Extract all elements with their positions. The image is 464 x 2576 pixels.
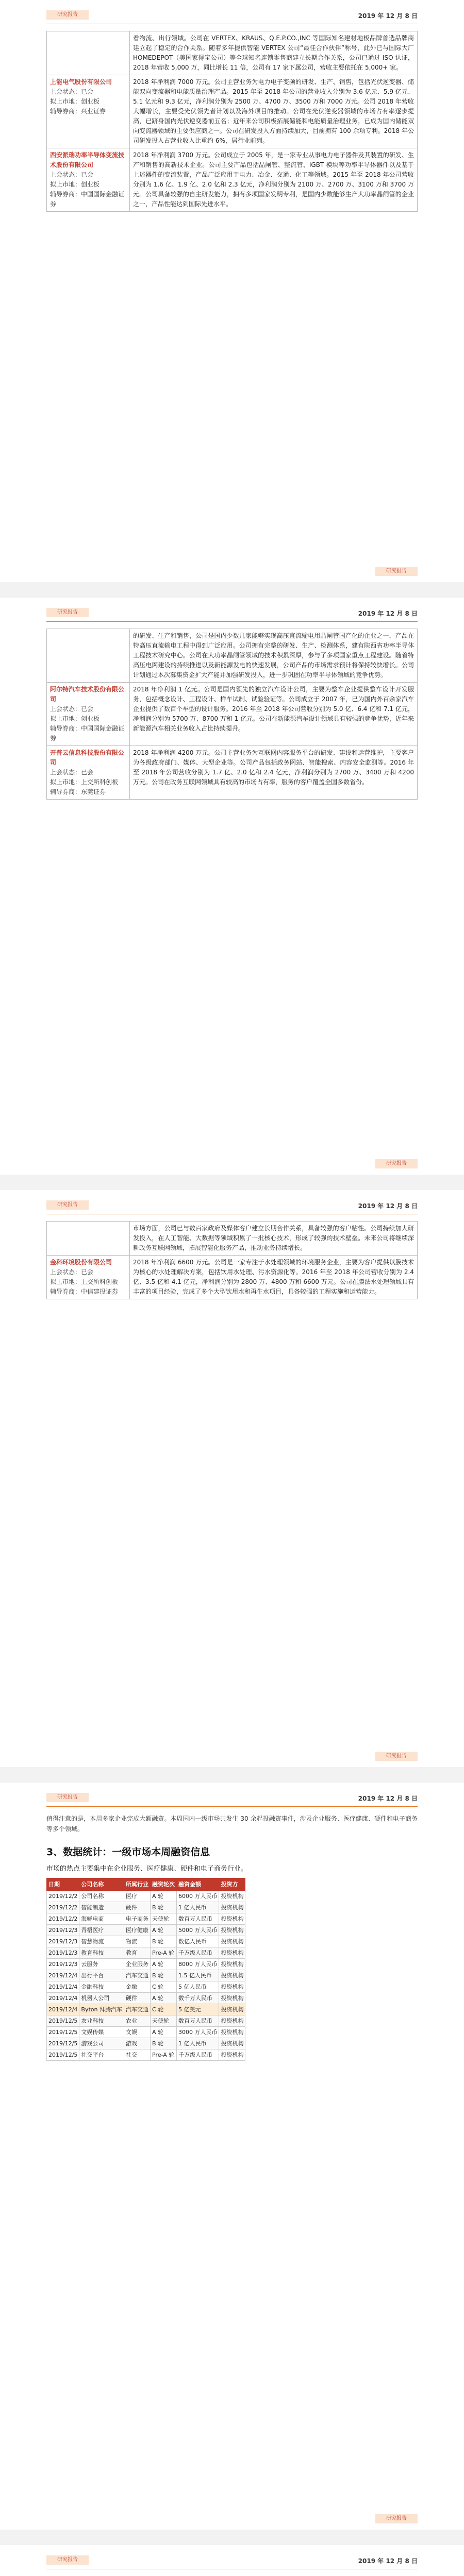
table-cell: 天使轮	[150, 1913, 176, 1925]
table-cell: 2019/12/4	[47, 1970, 79, 1981]
table-row	[47, 1256, 418, 1299]
company-description: 的研发、生产和销售，公司是国内少数几家能够实现高压直流输电用晶闸管国产化的企业之一，产品在特高压直流输电工程中得到广泛应用。公司拥有完整的研发、生产、检测体系，建有陕西省功率半导体工程技术研究中心。公司在大功率晶闸管领域的技术积累深厚，参与了多项国家重点工程建设。随着特高压电网建设的持续推进以及新能源发电的快速发展，公司产品的市场需求预计将保持较快增长。公司计划通过本次募集资金扩大产能并加强研发投入，进一步巩固在功率半导体领域的竞争优势。	[130, 629, 418, 683]
page-header	[46, 10, 418, 24]
company-description: 2018 年净利润 6600 万元。公司是一家专注于水处理领域的环境服务企业，主要为客户提供以膜技术为核心的水处理解决方案，包括饮用水处理、污水资源化等。2016 年至 2018 年公司营收分别为 2.4 亿、3.5 亿和 4.1 亿元，净利润分别为 2800 万、4800 万和 6600 万元。公司在膜法水处理领域具有丰富的项目经验，完成了多个大型饮用水和再生水项目，具备较强的工程实施和运营能力。	[130, 1256, 418, 1299]
table-cell: 汽车交通	[124, 1970, 150, 1981]
table-cell: 8000 万人民币	[176, 1959, 219, 1970]
table-cell: Pre-A 轮	[150, 2049, 176, 2061]
table-cell: 投资机构	[219, 2038, 245, 2049]
section-intro: 值得注意的是，本周多家企业完成大额融资。本周国内一级市场共发生 30 余起投融资事件，涉及企业服务、医疗健康、硬件和电子商务等多个领域。	[46, 1815, 418, 1833]
section-subtitle: 市场的热点主要集中在企业服务、医疗健康、硬件和电子商务行业。	[46, 1865, 248, 1873]
column-header: 所属行业	[124, 1878, 150, 1891]
table-row	[47, 1222, 418, 1256]
company-broker: 辅导券商：中信建投证券	[50, 1288, 119, 1295]
table-cell: 社交	[124, 2049, 150, 2061]
report-tag: 研究报告	[46, 2555, 89, 2565]
table-cell: 硬件	[124, 1993, 150, 2004]
section-title	[46, 1844, 210, 1858]
company-name: 西安派瑞功率半导体变流技术股份有限公司	[50, 151, 125, 168]
table-row	[47, 2049, 245, 2061]
table-cell: 2019/12/3	[47, 1936, 79, 1947]
table-row	[47, 2038, 245, 2049]
table-row	[47, 2004, 245, 2015]
column-header: 融资金额	[176, 1878, 219, 1891]
table-cell: 1.5 亿人民币	[176, 1970, 219, 1981]
company-status: 上会状态：已会	[50, 705, 94, 713]
table-cell: 投资机构	[219, 2015, 245, 2027]
report-tag: 研究报告	[46, 1200, 89, 1210]
table-cell: 2019/12/4	[47, 1993, 79, 2004]
table-cell: 5 亿美元	[176, 2004, 219, 2015]
company-broker: 辅导券商：兴业证券	[50, 108, 106, 115]
section-number: 3、	[46, 1846, 63, 1858]
report-tag: 研究报告	[375, 1752, 418, 1761]
table-row	[47, 2015, 245, 2027]
table-cell: 物流	[124, 1936, 150, 1947]
table-cell: 2019/12/5	[47, 2027, 79, 2038]
company-table	[46, 1221, 418, 1299]
table-cell: 投资机构	[219, 1891, 245, 1902]
company-description: 市场方面，公司已与数百家政府及媒体客户建立长期合作关系，具备较强的客户粘性。公司持续加大研发投入，在人工智能、大数据等领域积累了一批核心技术，形成了较强的技术壁垒。未来公司将继续深耕政务互联网领域，拓展智能化服务产品，推动业务持续增长。	[130, 1222, 418, 1256]
table-cell: 2019/12/5	[47, 2015, 79, 2027]
table-cell: 机器人公司	[79, 1993, 124, 2004]
column-header: 公司名称	[79, 1878, 124, 1891]
table-cell: B 轮	[150, 1970, 176, 1981]
table-cell: 2019/12/3	[47, 1959, 79, 1970]
table-cell: 文娱传媒	[79, 2027, 124, 2038]
table-cell: 投资机构	[219, 1902, 245, 1913]
section-title-text: 数据统计：一级市场本周融资信息	[63, 1846, 210, 1858]
report-page-3	[0, 1190, 464, 1767]
table-cell: 云服务	[79, 1959, 124, 1970]
table-cell: 5000 万人民币	[176, 1925, 219, 1936]
company-name: 阿尔特汽车技术股份有限公司	[50, 686, 125, 703]
table-cell: 硬件	[124, 1902, 150, 1913]
financing-table	[46, 1878, 245, 2061]
page-header	[46, 1793, 418, 1807]
table-cell: 投资机构	[219, 1925, 245, 1936]
table-row	[47, 1981, 245, 1993]
table-cell: 金融科技	[79, 1981, 124, 1993]
page-header	[46, 2555, 418, 2569]
table-cell: 天使轮	[150, 2015, 176, 2027]
company-broker: 辅导券商：中国国际金融证券	[50, 191, 125, 208]
table-cell: 医疗	[124, 1891, 150, 1902]
table-cell: 2019/12/5	[47, 2049, 79, 2061]
table-cell: Byton 拜腾汽车	[79, 2004, 124, 2015]
table-cell: 2019/12/2	[47, 1913, 79, 1925]
company-status: 上会状态：已会	[50, 88, 94, 95]
table-cell: 1 亿人民币	[176, 1902, 219, 1913]
company-description: 2018 年净利润 4200 万元。公司主营业务为互联网内容服务平台的研发、建设和运营维护，主要客户为各级政府部门、媒体、大型企业等。公司产品包括政务网站、智能搜索、内容安全监测等。2016 年至 2018 年公司营收分别为 1.7 亿、2.0 亿和 2.4 亿元，净利润分别为 2700 万、3400 万和 4200 万元。公司在政务互联网领域具有较高的市场占有率，服务的客户覆盖全国多数省份。	[130, 746, 418, 800]
table-cell: 数百万人民币	[176, 1913, 219, 1925]
table-cell: 游戏公司	[79, 2038, 124, 2049]
table-cell: 3000 万人民币	[176, 2027, 219, 2038]
table-cell: 2019/12/3	[47, 1925, 79, 1936]
report-tag: 研究报告	[46, 1793, 89, 1802]
table-cell: 智能制造	[79, 1902, 124, 1913]
table-cell: 数亿人民币	[176, 1936, 219, 1947]
table-cell: A 轮	[150, 1959, 176, 1970]
company-status: 上会状态：已会	[50, 171, 94, 178]
table-cell: 2019/12/3	[47, 1947, 79, 1959]
company-status: 上会状态：已会	[50, 1268, 94, 1276]
table-cell: 教育	[124, 1947, 150, 1959]
report-tag: 研究报告	[375, 567, 418, 576]
report-tag: 研究报告	[375, 1159, 418, 1168]
company-table	[46, 31, 418, 212]
table-cell: 出行平台	[79, 1970, 124, 1981]
table-row	[47, 1993, 245, 2004]
company-table	[46, 629, 418, 800]
report-date: 2019 年 12 月 8 日	[358, 1795, 418, 1802]
table-row	[47, 746, 418, 800]
table-row	[47, 683, 418, 746]
table-cell: A 轮	[150, 1993, 176, 2004]
report-date: 2019 年 12 月 8 日	[358, 1202, 418, 1210]
table-cell: 投资机构	[219, 1993, 245, 2004]
company-listing: 拟上市地：创业板	[50, 715, 100, 722]
company-name: 金科环境股份有限公司	[50, 1259, 112, 1266]
table-cell: 千万级人民币	[176, 2049, 219, 2061]
table-cell: B 轮	[150, 2038, 176, 2049]
company-broker: 辅导券商：东莞证券	[50, 788, 106, 795]
table-cell: 投资机构	[219, 1981, 245, 1993]
table-cell: 投资机构	[219, 1913, 245, 1925]
company-status: 上会状态：已会	[50, 769, 94, 776]
table-cell: 公司名称	[79, 1891, 124, 1902]
report-tag: 研究报告	[46, 10, 89, 20]
table-row	[47, 1959, 245, 1970]
company-listing: 拟上市地：上交所科创板	[50, 1278, 119, 1285]
page-header	[46, 608, 418, 622]
table-cell: A 轮	[150, 1891, 176, 1902]
table-cell: 农业	[124, 2015, 150, 2027]
table-cell: 投资机构	[219, 2004, 245, 2015]
table-cell: 6000 万人民币	[176, 1891, 219, 1902]
column-header: 融资轮次	[150, 1878, 176, 1891]
table-cell: 投资机构	[219, 1936, 245, 1947]
table-cell: A 轮	[150, 2027, 176, 2038]
table-cell: 教育科技	[79, 1947, 124, 1959]
page-footer	[46, 1159, 418, 1168]
page-footer	[46, 1752, 418, 1761]
table-row	[47, 1947, 245, 1959]
report-date: 2019 年 12 月 8 日	[358, 610, 418, 617]
table-cell: C 轮	[150, 2004, 176, 2015]
table-cell: 农业科技	[79, 2015, 124, 2027]
table-cell: 5 亿人民币	[176, 1981, 219, 1993]
report-page-1	[0, 0, 464, 582]
company-broker: 辅导券商：中国国际金融证券	[50, 725, 125, 742]
company-listing: 拟上市地：创业板	[50, 181, 100, 188]
page-footer	[46, 2514, 418, 2523]
table-cell: 数百万人民币	[176, 2015, 219, 2027]
table-row	[47, 1970, 245, 1981]
table-cell: B 轮	[150, 1936, 176, 1947]
table-row	[47, 75, 418, 148]
report-tag: 研究报告	[46, 608, 89, 617]
table-cell: 青梧医疗	[79, 1925, 124, 1936]
table-cell: 投资机构	[219, 1959, 245, 1970]
table-cell: 电子商务	[124, 1913, 150, 1925]
table-cell: 1 亿人民币	[176, 2038, 219, 2049]
table-row	[47, 2027, 245, 2038]
report-date: 2019 年 12 月 8 日	[358, 2557, 418, 2565]
table-cell: 文娱	[124, 2027, 150, 2038]
company-description: 看物流、出行领域。公司在 VERTEX、KRAUS、Q.E.P.CO.,INC 等国际知名建材地板品牌首选品牌商建立起了稳定的合作关系。随着多年提供智能 VERTEX 公司“最佳合作伙伴”称号，此外已与国际大厂 HOMEDEPOT（美国家得宝公司）等全球知名连锁零售商建立长期合作关系，公司已通过 ISO 认证，2018 年营收 5,000 万，同比增长 11 倍，公司有 17 家下属公司，营收主要依托在 5,000+ 家。	[130, 31, 418, 75]
table-cell: 医疗健康	[124, 1925, 150, 1936]
table-cell: 2019/12/5	[47, 2038, 79, 2049]
table-cell: 2019/12/2	[47, 1902, 79, 1913]
company-listing: 拟上市地：上交所科创板	[50, 778, 119, 786]
table-row	[47, 1913, 245, 1925]
table-cell: 海鲜电商	[79, 1913, 124, 1925]
table-cell: A 轮	[150, 1925, 176, 1936]
column-header: 日期	[47, 1878, 79, 1891]
company-name: 开普云信息科技股份有限公司	[50, 749, 125, 766]
company-name: 上能电气股份有限公司	[50, 78, 112, 86]
report-page-2	[0, 598, 464, 1175]
page-header	[46, 1200, 418, 1214]
table-cell: 2019/12/4	[47, 1981, 79, 1993]
table-cell: 智慧物流	[79, 1936, 124, 1947]
report-page-5	[0, 2545, 464, 2576]
company-listing: 拟上市地：创业板	[50, 98, 100, 105]
table-cell: 投资机构	[219, 1970, 245, 1981]
table-cell: B 轮	[150, 1902, 176, 1913]
table-row	[47, 148, 418, 212]
table-row	[47, 1936, 245, 1947]
table-cell: C 轮	[150, 1981, 176, 1993]
table-cell: 千万级人民币	[176, 1947, 219, 1959]
table-row	[47, 1891, 245, 1902]
table-row	[47, 1925, 245, 1936]
company-description: 2018 年净利润 3700 万元。公司成立于 2005 年，是一家专业从事电力电子器件及其装置的研发、生产和销售的高新技术企业。公司主要产品包括晶闸管、整流管、IGBT 模块等功率半导体器件以及基于上述器件的变流装置，产品广泛应用于电力、冶金、交通、化工等领域。2015 年至 2018 年公司营收分别为 1.6 亿、1.9 亿、2.0 亿和 2.3 亿元，净利润分别为 2100 万、2700 万、3100 万和 3700 万元。公司具备较强的自主研发能力，拥有多项国家发明专利，是国内少数能够生产大功率晶闸管的企业之一，产品性能达到国际先进水平。	[130, 148, 418, 212]
table-cell: 企业服务	[124, 1959, 150, 1970]
table-cell: 投资机构	[219, 2027, 245, 2038]
company-description: 2018 年净利润 7000 万元。公司主营业务为电力电子变频的研发、生产、销售，包括光伏逆变器、储能双向变流器和电能质量治理产品。2015 年至 2018 年公司的营业收入分别为 3.6 亿元、5.9 亿元、5.1 亿元和 9.3 亿元，净利润分别为 2500 万、4700 万、3500 万和 7000 万元。公司 2018 年营收大幅增长，主要受光伏领先者计划以及海外项目的推动。公司在光伏逆变器领域的市场占有率逐步提高，已跻身国内光伏逆变器前五名；近年来公司积极拓展储能和电能质量治理业务，已成为国内储能双向变流器领域的主要供应商之一。公司在研发投入方面持续加大，目前拥有 100 余项专利。2018 年公司研发投入占营业收入比重约 6%，居行业前列。	[130, 75, 418, 148]
table-cell: 2019/12/4	[47, 2004, 79, 2015]
table-row	[47, 629, 418, 683]
table-cell: 社交平台	[79, 2049, 124, 2061]
table-cell: 投资机构	[219, 2049, 245, 2061]
column-header: 投资方	[219, 1878, 245, 1891]
table-row	[47, 1902, 245, 1913]
table-cell: 数千万人民币	[176, 1993, 219, 2004]
table-cell: 金融	[124, 1981, 150, 1993]
table-cell: 2019/12/2	[47, 1891, 79, 1902]
table-cell: 投资机构	[219, 1947, 245, 1959]
table-cell: 汽车交通	[124, 2004, 150, 2015]
report-date: 2019 年 12 月 8 日	[358, 12, 418, 20]
table-header-row	[47, 1878, 245, 1891]
table-cell: 游戏	[124, 2038, 150, 2049]
company-description: 2018 年净利润 1 亿元。公司是国内领先的独立汽车设计公司，主要为整车企业提供整车设计开发服务，包括概念设计、工程设计、样车试制、试验验证等。公司成立于 2007 年，已为国内外百余家汽车企业提供了数百个车型的设计服务。2016 年至 2018 年公司营收分别为 5.0 亿、6.4 亿和 7.1 亿元，净利润分别为 5700 万、8700 万和 1 亿元。公司在新能源汽车设计领域具有较强的竞争优势，近年来新能源汽车相关业务收入占比持续提升。	[130, 683, 418, 746]
table-row	[47, 31, 418, 75]
report-page-4	[0, 1783, 464, 2530]
report-tag: 研究报告	[375, 2514, 418, 2523]
table-cell: Pre-A 轮	[150, 1947, 176, 1959]
page-footer	[46, 567, 418, 576]
